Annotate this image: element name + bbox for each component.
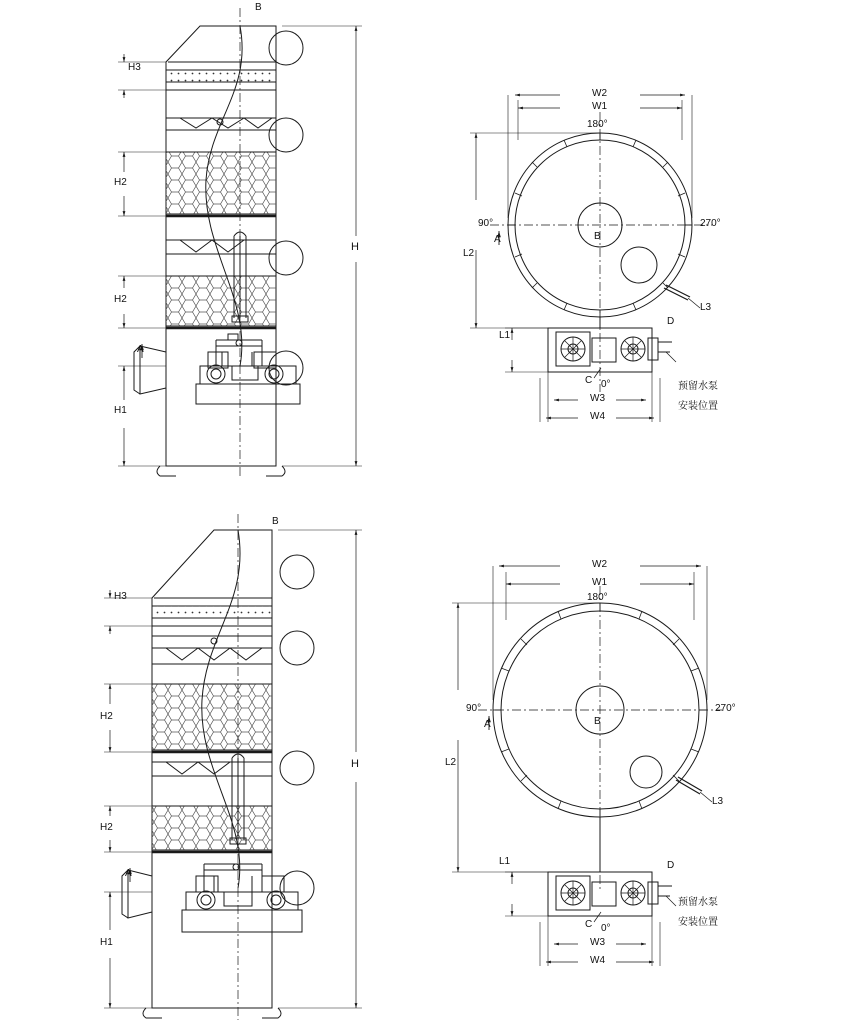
label-plan-bottom-w3: W3 [590,937,605,948]
label-front-bottom-h: H [351,758,359,770]
label-plan-bottom-l2: L2 [445,757,457,768]
label-front-bottom-h2-lower: H2 [100,822,113,833]
label-front-top-h3: H3 [128,62,141,73]
label-plan-bottom-note-1: 预留水泵 [678,897,718,908]
label-front-top-h2-lower: H2 [114,294,127,305]
label-plan-top-w1: W1 [592,101,607,112]
view-front-bottom [104,514,362,1020]
label-front-bottom-section-a: A [125,868,132,879]
view-plan-top [470,95,712,422]
label-plan-top-180: 180° [587,119,608,130]
label-plan-top-l1: L1 [499,330,511,341]
label-front-bottom-h2-upper: H2 [100,711,113,722]
label-plan-top-l3: L3 [700,302,712,313]
label-plan-bottom-0: 0° [601,923,611,934]
label-plan-bottom-note-2: 安装位置 [678,917,718,928]
label-front-top-b: B [255,2,262,13]
label-plan-top-note-1: 预留水泵 [678,381,718,392]
label-plan-bottom-l1: L1 [499,856,511,867]
label-plan-bottom-90: 90° [466,703,482,714]
label-plan-bottom-b: B [594,716,601,727]
label-front-bottom-h3: H3 [114,591,127,602]
label-plan-top-note-2: 安装位置 [678,401,718,412]
label-plan-bottom-180: 180° [587,592,608,603]
label-front-bottom-b: B [272,516,279,527]
label-front-bottom-h1: H1 [100,937,113,948]
label-plan-bottom-a: A [484,719,491,730]
label-plan-bottom-w1: W1 [592,577,607,588]
view-front-top [118,8,362,478]
label-plan-top-0: 0° [601,379,611,390]
label-plan-bottom-c: C [585,919,593,930]
label-front-top-h1: H1 [114,405,127,416]
label-plan-bottom-d: D [667,860,675,871]
label-plan-top-b: B [594,231,601,242]
label-plan-top-d: D [667,316,675,327]
label-plan-bottom-l3: L3 [712,796,724,807]
label-front-top-h: H [351,241,359,253]
label-front-top-section-a: A [137,344,144,355]
label-plan-top-w2: W2 [592,88,607,99]
label-plan-top-270: 270° [700,218,721,229]
label-front-top-h2-upper: H2 [114,177,127,188]
label-plan-bottom-w2: W2 [592,559,607,570]
label-plan-bottom-270: 270° [715,703,736,714]
label-plan-bottom-w4: W4 [590,955,605,966]
label-plan-top-c: C [585,375,593,386]
label-plan-top-w3: W3 [590,393,605,404]
label-plan-top-l2: L2 [463,248,475,259]
label-plan-top-90: 90° [478,218,494,229]
label-plan-top-w4: W4 [590,411,605,422]
label-plan-top-a: A [494,234,501,245]
